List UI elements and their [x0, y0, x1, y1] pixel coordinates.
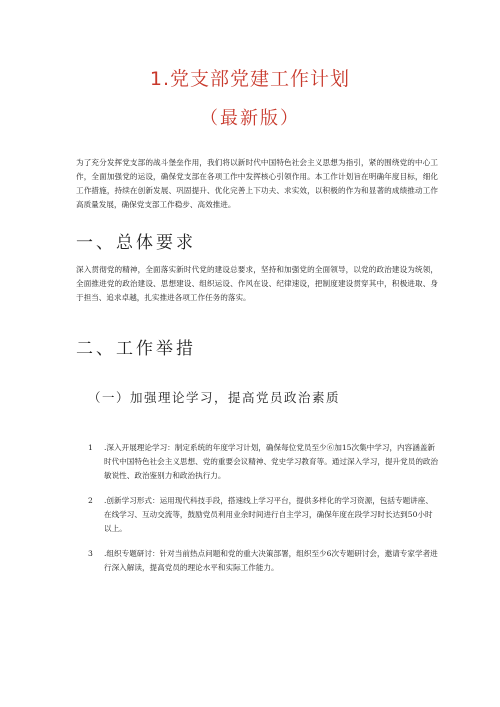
general-requirements-paragraph: 深入贯彻党的精神，全面落实新时代党的建设总要求，坚持和加强党的全面领导，以党的政治建设为统领，全面推进党的政治建设、思想建设、组织运设、作风在设、纪律速设，把制度建设贯穿其中，积极进取、身于担当、追求卓越，扎实推进各项工作任务的落实。: [76, 265, 438, 302]
document-subtitle: （最新版）: [200, 108, 300, 129]
list-item: [88, 441, 440, 483]
subsection-heading-theory-study: （一）加强理论学习，提高党员政治素质: [88, 390, 341, 405]
intro-paragraph: 为了充分发挥党支部的战斗堡垒作用，我们将以新时代中国特色社会主义思想为指引，紧的围绕党的中心工作，全面加强党的运设，确保党支部在各项工作中发挥核心引领作用。本工作计划旨在明确年度目标，细化工作措施，持续在创新发展、巩固提升、优化完善上下功夫、求实效，以积极的作为和显著的成绩推动工作高质量发展，确保党支部工作稳步、高效推进。: [76, 158, 438, 209]
document-title: 1.党支部党建工作计划: [149, 68, 351, 90]
list-item-text: .创新学习形式：运用现代科技手段，搭速线上学习平台，提供多样化的学习资源，包括专题讲座、在线学习、互动交流等，鼓励党员利用业余时间进行自主学习，确保年度在段学习时长达到50小时以上。: [104, 496, 433, 533]
section-heading-work-measures: 二、工作举措: [76, 339, 196, 359]
section-heading-general-requirements: 一、总体要求: [76, 233, 196, 253]
list-item: [88, 547, 440, 575]
list-item-number: 1: [88, 443, 93, 452]
measures-list: [88, 441, 440, 586]
list-item: [88, 494, 440, 536]
list-item-text: .深入开展理论学习：制定系统的年度学习计划，确保每位党员至少⑥加15次集中学习，内容涵盖新时代中国特色社会主义思想、党的重要会议精神、党史学习教育等。通过深入学习，提升党员的政治敏说性、政治鉴别力和政治执行力。: [104, 443, 439, 480]
list-item-number: 3: [88, 549, 93, 558]
list-item-text: .组织专题研讨：针对当前热点问题和党的重大决策部署，组织至少6次专题研讨会，邀请专家学者进行深入解读，提高党员的理论水平和实际工作能力。: [104, 549, 438, 572]
list-item-number: 2: [88, 496, 93, 505]
